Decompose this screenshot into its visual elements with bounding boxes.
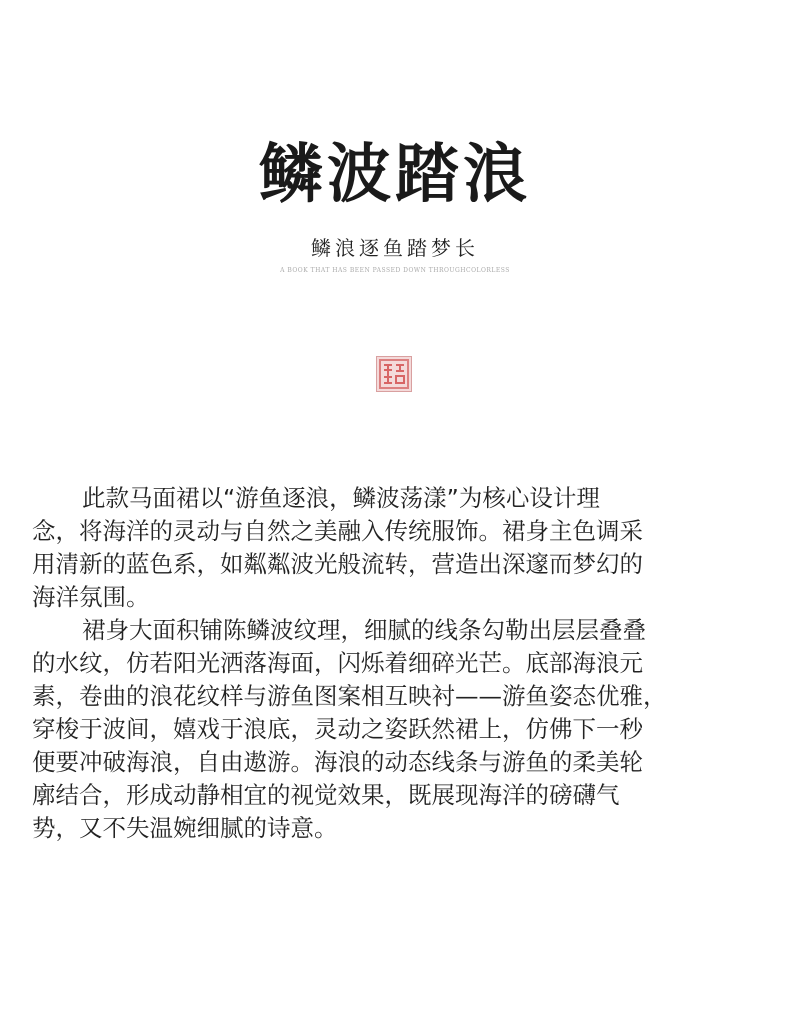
seal-stamp-icon [376,356,412,392]
text-line: 的水纹，仿若阳光洒落海面，闪烁着细碎光芒。底部海浪元 [32,649,643,677]
paragraph-2 [32,614,772,845]
text-line: 便要冲破海浪，自由遨游。海浪的动态线条与游鱼的柔美轮 [32,748,643,776]
text-line: 裙身大面积铺陈鳞波纹理，细腻的线条勾勒出层层叠叠 [82,616,646,644]
description-text [32,482,772,845]
english-tagline: A BOOK THAT HAS BEEN PASSED DOWN THROUGHCOLORLESS [280,267,510,274]
text-line: 此款马面裙以“游鱼逐浪，鳞波荡漾”为核心设计理 [82,484,600,512]
text-line: 廓结合，形成动静相宜的视觉效果，既展现海洋的磅礴气 [32,781,620,809]
text-line: 用清新的蓝色系，如粼粼波光般流转，营造出深邃而梦幻的 [32,550,643,578]
text-line: 海洋氛围。 [32,583,150,611]
paragraph-1 [32,482,772,614]
text-line: 念，将海洋的灵动与自然之美融入传统服饰。裙身主色调采 [32,517,643,545]
text-line: 穿梭于波间，嬉戏于浪底，灵动之姿跃然裙上，仿佛下一秒 [32,715,643,743]
page-title: 鳞波踏浪 [259,137,531,212]
subtitle: 鳞浪逐鱼踏梦长 [311,236,479,260]
text-line: 素，卷曲的浪花纹样与游鱼图案相互映衬——游鱼姿态优雅， [32,682,667,710]
text-line: 势，又不失温婉细腻的诗意。 [32,814,338,842]
